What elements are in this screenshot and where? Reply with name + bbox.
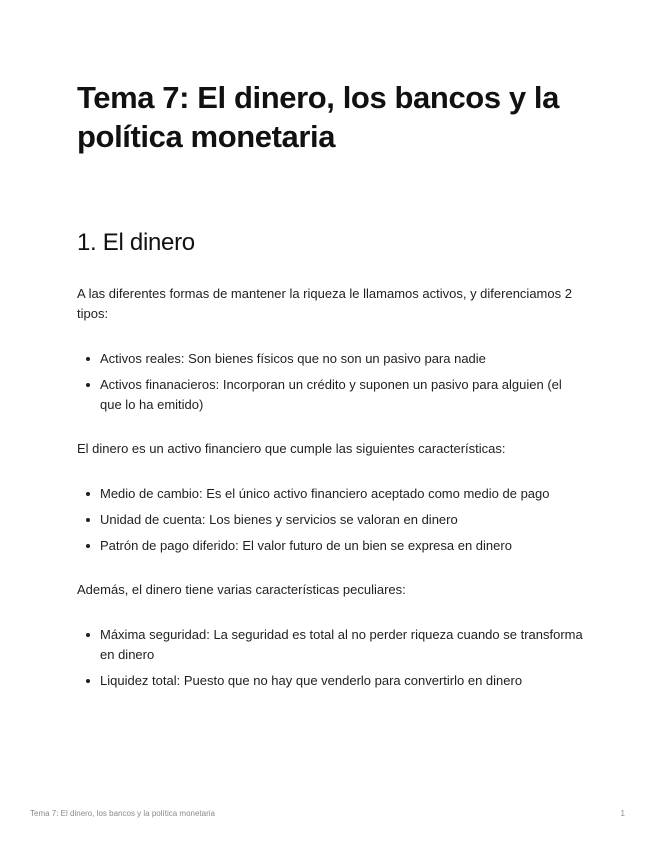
footer-document-title: Tema 7: El dinero, los bancos y la política monetaria (30, 809, 215, 818)
list-item-text: Máxima seguridad: La seguridad es total al no perder riqueza cuando se transforma en dinero (100, 627, 583, 662)
footer-page-number: 1 (620, 809, 625, 818)
list-item-text: Unidad de cuenta: Los bienes y servicios se valoran en dinero (100, 512, 458, 527)
bullet-icon (86, 357, 90, 361)
bullet-icon (86, 633, 90, 637)
list-item-text: Medio de cambio: Es el único activo financiero aceptado como medio de pago (100, 486, 550, 501)
list-item-text: Activos finanacieros: Incorporan un crédito y suponen un pasivo para alguien (el que lo ha emitido) (100, 377, 562, 412)
bullet-icon (86, 544, 90, 548)
document-title: Tema 7: El dinero, los bancos y la política monetaria (77, 80, 559, 154)
peculiares-list (77, 625, 587, 691)
list-item (77, 536, 587, 556)
list-item (77, 375, 587, 415)
list-item-text: Patrón de pago diferido: El valor futuro de un bien se expresa en dinero (100, 538, 512, 553)
list-item-text: Liquidez total: Puesto que no hay que venderlo para convertirlo en dinero (100, 673, 523, 688)
peculiares-paragraph: Además, el dinero tiene varias características peculiares: (77, 582, 406, 597)
document-page (77, 78, 587, 697)
intro-paragraph: A las diferentes formas de mantener la riqueza le llamamos activos, y diferenciamos 2 tipos: (77, 286, 572, 321)
bullet-icon (86, 492, 90, 496)
bullet-icon (86, 518, 90, 522)
activos-list (77, 349, 587, 415)
list-item (77, 349, 587, 369)
bullet-icon (86, 383, 90, 387)
list-item (77, 625, 587, 665)
caracteristicas-paragraph: El dinero es un activo financiero que cumple las siguientes características: (77, 441, 506, 456)
list-item (77, 671, 587, 691)
bullet-icon (86, 679, 90, 683)
section-heading: 1. El dinero (77, 229, 195, 256)
list-item (77, 484, 587, 504)
list-item (77, 510, 587, 530)
list-item-text: Activos reales: Son bienes físicos que no son un pasivo para nadie (100, 351, 486, 366)
caracteristicas-list (77, 484, 587, 556)
